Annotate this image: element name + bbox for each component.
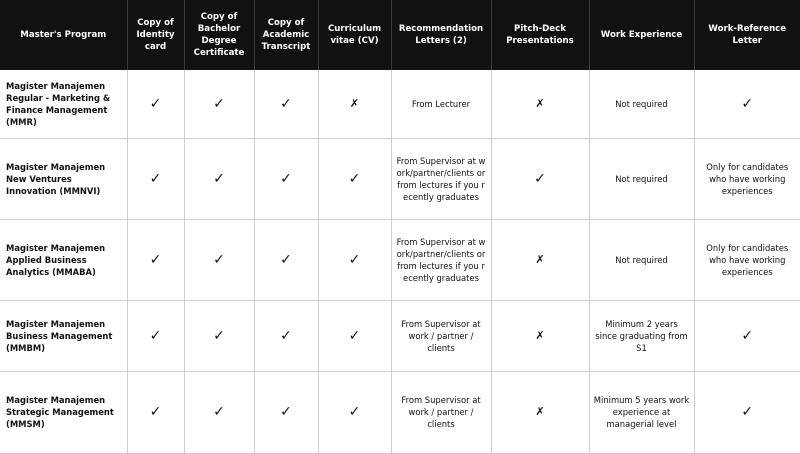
recommendation-cell: From Lecturer [391,70,491,138]
col-header-work-reference: Work-Reference Letter [694,0,800,70]
bachelor-certificate-check-icon: ✓ [184,219,254,300]
bachelor-certificate-check-icon: ✓ [184,138,254,219]
pitch-deck-cross-icon: ✗ [491,300,589,371]
identity-card-check-icon: ✓ [127,371,184,453]
identity-card-check-icon: ✓ [127,138,184,219]
transcript-check-icon: ✓ [254,300,318,371]
bachelor-certificate-check-icon: ✓ [184,300,254,371]
col-header-bachelor-certificate: Copy of Bachelor Degree Certificate [184,0,254,70]
cv-check-icon: ✓ [318,371,391,453]
pitch-deck-cross-icon: ✗ [491,219,589,300]
pitch-deck-check-icon: ✓ [491,138,589,219]
work-reference-cell: Only for candidates who have working experiences [694,219,800,300]
work-experience-cell: Minimum 5 years work experience at managerial level [589,371,694,453]
col-header-cv: Curriculum vitae (CV) [318,0,391,70]
bachelor-certificate-check-icon: ✓ [184,371,254,453]
cv-cross-icon: ✗ [318,70,391,138]
program-name: Magister Manajemen New Ventures Innovation (MMNVI) [0,138,127,219]
work-reference-check-icon: ✓ [694,300,800,371]
recommendation-cell: From Supervisor at work / partner / clients [391,371,491,453]
recommendation-cell: From Supervisor at work / partner / clients [391,300,491,371]
program-name: Magister Manajemen Applied Business Analytics (MMABA) [0,219,127,300]
col-header-program: Master's Program [0,0,127,70]
table-row [0,138,800,219]
table-row [0,70,800,138]
work-experience-cell: Not required [589,70,694,138]
program-name: Magister Manajemen Business Management (MMBM) [0,300,127,371]
transcript-check-icon: ✓ [254,371,318,453]
table-row [0,300,800,371]
bachelor-certificate-check-icon: ✓ [184,70,254,138]
pitch-deck-cross-icon: ✗ [491,371,589,453]
work-reference-cell: Only for candidates who have working experiences [694,138,800,219]
transcript-check-icon: ✓ [254,138,318,219]
work-experience-cell: Minimum 2 years since graduating from S1 [589,300,694,371]
work-reference-check-icon: ✓ [694,371,800,453]
table-row [0,371,800,453]
work-experience-cell: Not required [589,138,694,219]
cv-check-icon: ✓ [318,300,391,371]
recommendation-cell: From Supervisor at work/partner/clients or from lectures if you recently graduates [391,219,491,300]
col-header-pitch-deck: Pitch-Deck Presentations [491,0,589,70]
identity-card-check-icon: ✓ [127,70,184,138]
col-header-identity-card: Copy of Identity card [127,0,184,70]
col-header-academic-transcript: Copy of Academic Transcript [254,0,318,70]
recommendation-cell: From Supervisor at work/partner/clients or from lectures if you recently graduates [391,138,491,219]
program-name: Magister Manajemen Strategic Management (MMSM) [0,371,127,453]
transcript-check-icon: ✓ [254,70,318,138]
header-row [0,0,800,70]
col-header-recommendation: Recommendation Letters (2) [391,0,491,70]
cv-check-icon: ✓ [318,138,391,219]
program-name: Magister Manajemen Regular - Marketing & Finance Management (MMR) [0,70,127,138]
col-header-work-experience: Work Experience [589,0,694,70]
transcript-check-icon: ✓ [254,219,318,300]
work-experience-cell: Not required [589,219,694,300]
pitch-deck-cross-icon: ✗ [491,70,589,138]
identity-card-check-icon: ✓ [127,300,184,371]
cv-check-icon: ✓ [318,219,391,300]
work-reference-check-icon: ✓ [694,70,800,138]
identity-card-check-icon: ✓ [127,219,184,300]
table-row [0,219,800,300]
